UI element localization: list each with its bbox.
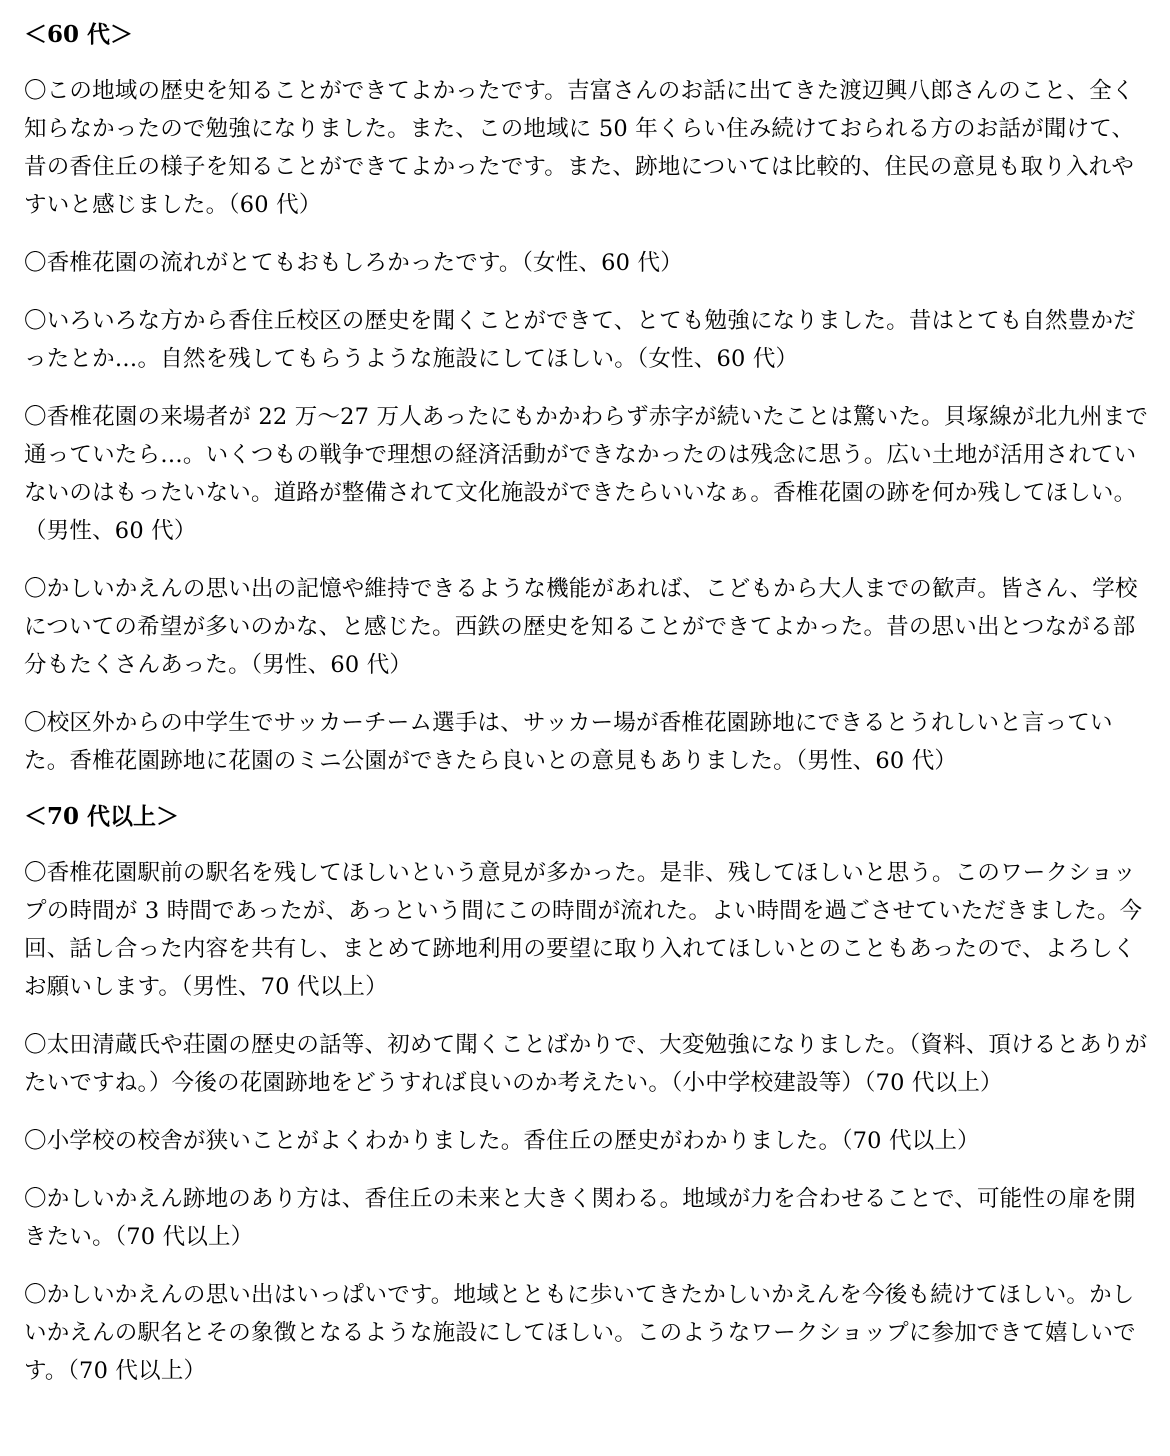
comment: 〇太田清蔵氏や荘園の歴史の話等、初めて聞くことばかりで、大変勉強になりました。（資料、頂けるとありがたいですね。）今後の花園跡地をどうすれば良いのか考えたい。（小中学校建設等）（70 代以上） [24, 1032, 1148, 1096]
section-heading: ＜70 代以上＞ [24, 803, 180, 830]
comment: 〇かしいかえんの思い出の記憶や維持できるような機能があれば、こどもから大人までの歓声。皆さん、学校についての希望が多いのかな、と感じた。西鉄の歴史を知ることができてよかった。昔の思い出とつながる部分もたくさんあった。（男性、60 代） [24, 576, 1138, 678]
comment: 〇この地域の歴史を知ることができてよかったです。吉富さんのお話に出てきた渡辺興八郎さんのこと、全く知らなかったので勉強になりました。また、この地域に 50 年くらい住み続けておられる方のお話が聞けて、昔の香住丘の様子を知ることができてよかったです。また、跡地については比較的、住民の意見も取り入れやすいと感じました。（60 代） [24, 78, 1135, 218]
comment: 〇香椎花園の流れがとてもおもしろかったです。（女性、60 代） [24, 250, 683, 276]
section-60s [24, 18, 1150, 780]
comment: 〇いろいろな方から香住丘校区の歴史を聞くことができて、とても勉強になりました。昔はとても自然豊かだったとか…。自然を残してもらうような施設にしてほしい。（女性、60 代） [24, 308, 1136, 372]
section-70s-plus [24, 800, 1150, 1390]
comment: 〇香椎花園駅前の駅名を残してほしいという意見が多かった。是非、残してほしいと思う。このワークショップの時間が 3 時間であったが、あっという間にこの時間が流れた。よい時間を過ごさせていただきました。今回、話し合った内容を共有し、まとめて跡地利用の要望に取り入れてほしいとのこともあったので、よろしくお願いします。（男性、70 代以上） [24, 860, 1143, 1000]
comment: 〇かしいかえんの思い出はいっぱいです。地域とともに歩いてきたかしいかえんを今後も続けてほしい。かしいかえんの駅名とその象徴となるような施設にしてほしい。このようなワークショップに参加できて嬉しいです。（70 代以上） [24, 1282, 1136, 1384]
comment: 〇かしいかえん跡地のあり方は、香住丘の未来と大きく関わる。地域が力を合わせることで、可能性の扉を開きたい。（70 代以上） [24, 1186, 1136, 1250]
comment: 〇校区外からの中学生でサッカーチーム選手は、サッカー場が香椎花園跡地にできるとうれしいと言っていた。香椎花園跡地に花園のミニ公園ができたら良いとの意見もありました。（男性、60 代） [24, 710, 1113, 774]
comment: 〇香椎花園の来場者が 22 万～27 万人あったにもかかわらず赤字が続いたことは驚いた。貝塚線が北九州まで通っていたら…。いくつもの戦争で理想の経済活動ができなかったのは残念に思う。広い土地が活用されていないのはもったいない。道路が整備されて文化施設ができたらいいなぁ。香椎花園の跡を何か残してほしい。（男性、60 代） [24, 404, 1149, 544]
section-heading: ＜60 代＞ [24, 21, 134, 48]
comment: 〇小学校の校舎が狭いことがよくわかりました。香住丘の歴史がわかりました。（70 代以上） [24, 1128, 980, 1154]
